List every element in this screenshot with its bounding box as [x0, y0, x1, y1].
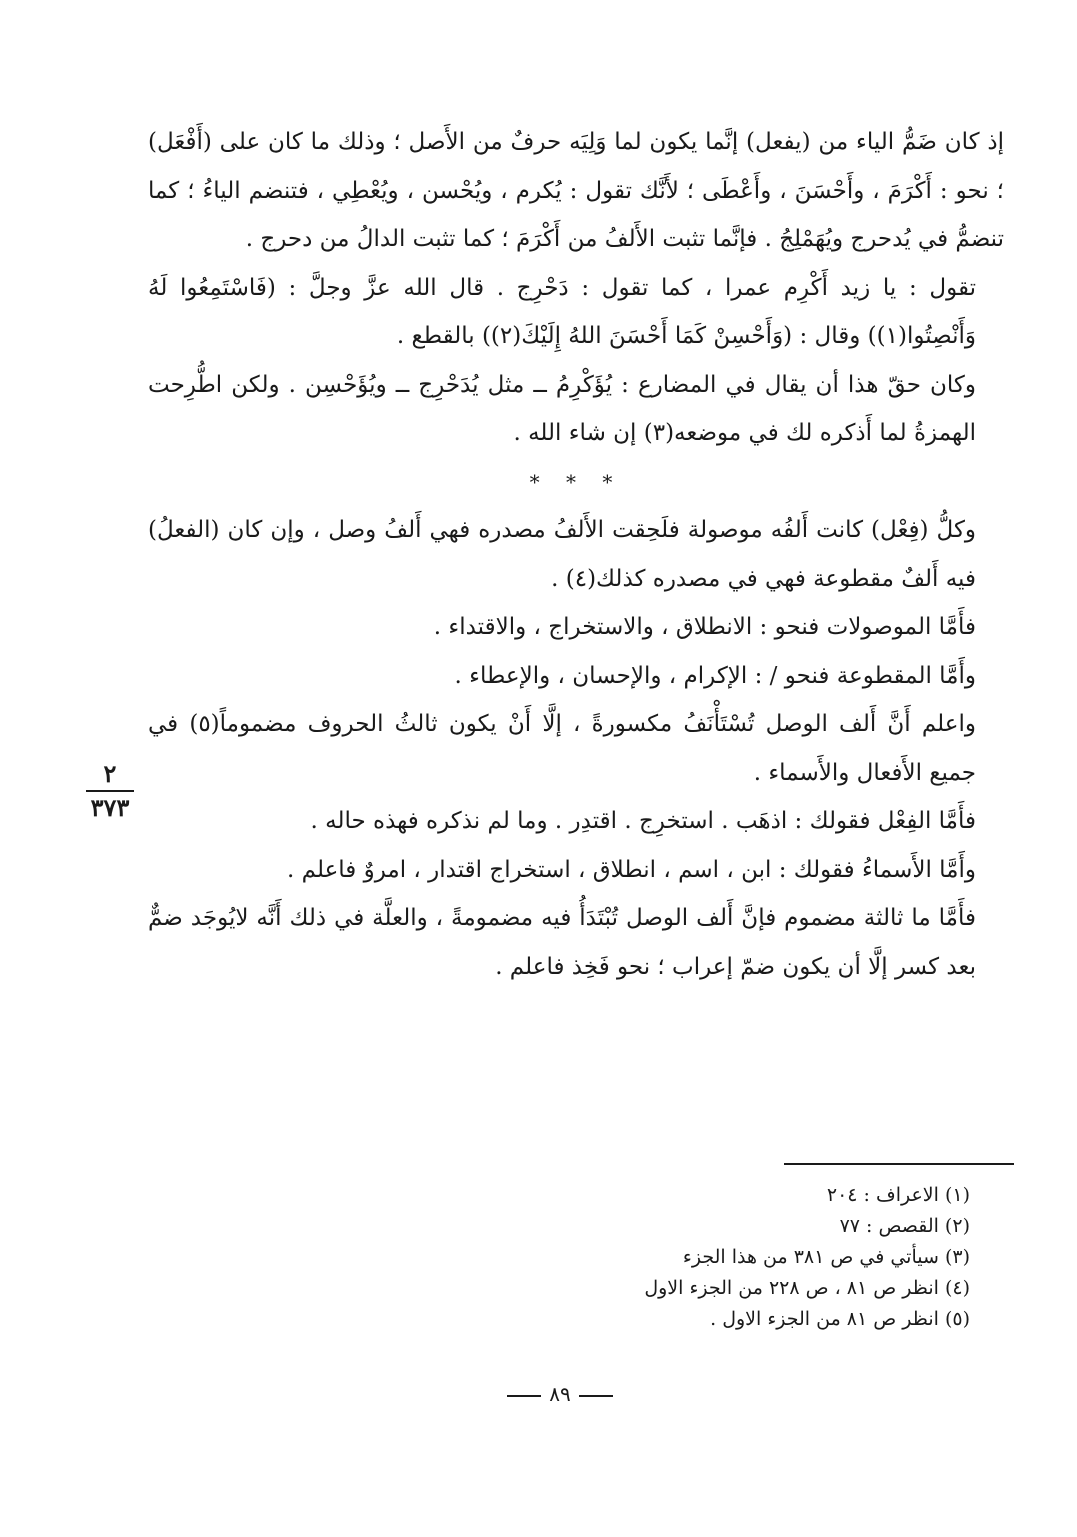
paragraph-9: وأَمَّا الأَسماءُ فقولك : ابن ، اسم ، انطلاق ، استخراج اقتدار ، امروٌ فاعلم . — [287, 856, 976, 883]
paragraph-4: وكلُّ (فِعْل) كانت أَلفُه موصولة فلَحِقت الأَلفُ مصدره فهي أَلفُ وصل ، وإن كان (الفعلُ) فيه أَلفٌ مقطوعة فهي في مصدره كذلك(٤) . — [148, 517, 976, 592]
paragraph-2: تقول : يا زيد أَكْرِم عمرا ، كما تقول : دَحْرِج . قال الله عزَّ وجلَّ : (فَاسْتَمِعُوا لَهُ وَأَنْصِتُوا(١)) وقال : (وَأَحْسِنْ كَمَا أَحْسَنَ اللهُ إِلَيْكَ(٢)) بالقطع . — [148, 274, 976, 349]
paragraph-5: فأَمَّا الموصولات فنحو : الانطلاق ، والاستخراج ، والاقتداء . — [433, 614, 976, 640]
paragraph-8: فأَمَّا الفِعْل فقولك : اذهَب . استخرِج . اقتدِر . وما لم نذكره فهذه حاله . — [310, 808, 976, 834]
page-number-dash-right — [507, 1395, 541, 1397]
footnote-3: (٣) سيأتي في ص ٣٨١ من هذا الجزء — [682, 1246, 970, 1268]
footnote-2: (٢) القصص : ٧٧ — [839, 1215, 970, 1237]
paragraph-1: إذ كان ضَمُّ الياء من (يفعل) إنَّما يكون لما وَلِيَه حرفٌ من الأَصل ؛ وذلك ما كان على (أَفْعَل) ؛ نحو : أَكْرَمَ ، وأَحْسَنَ ، وأَعْطَى ؛ لأَنَّك تقول : يُكرم ، ويُحْسن ، ويُعْطِي ، فتنضم الياءُ ؛ كما تنضمُّ في يُدحرج ويُهَمْلِجُ . فإنَّما تثبت الأَلفُ من أَكْرَمَ ؛ كما تثبت الدالُ من دحرج . — [148, 129, 1004, 252]
footnotes — [560, 1180, 970, 1335]
margin-reference-volume: ٢ — [86, 760, 134, 792]
footnote-4: (٤) انظر ص ٨١ ، ص ٢٢٨ من الجزء الاول — [644, 1277, 970, 1299]
footnote-1: (١) الاعراف : ٢٠٤ — [826, 1184, 970, 1206]
page-number-footer — [480, 1382, 640, 1406]
page-number-dash-left — [579, 1395, 613, 1397]
margin-reference — [80, 760, 140, 822]
paragraph-7: واعلم أَنَّ أَلف الوصل تُسْتَأْنَفُ مكسورةً ، إلَّا أَنْ يكون ثالثُ الحروف مضموماً(٥) في جميع الأَفعال والأَسماء . — [148, 711, 976, 786]
footnote-5: (٥) انظر ص ٨١ من الجزء الاول . — [710, 1308, 970, 1330]
main-text — [148, 118, 1004, 991]
footnote-divider — [784, 1163, 1014, 1165]
section-separator: * * * — [529, 469, 623, 494]
paragraph-10: فأَمَّا ما ثالثة مضموم فإنَّ أَلف الوصل تُبْتَدَأُ فيه مضمومةً ، والعلَّة في ذلك أَنَّه لايُوجَد ضمٌّ بعد كسر إلَّا أن يكون ضمّ إعراب ؛ نحو فَخِذ فاعلم . — [148, 905, 976, 980]
margin-reference-page: ٣٧٣ — [90, 793, 130, 822]
paragraph-6: وأَمَّا المقطوعة فنحو / : الإكرام ، والإحسان ، والإعطاء . — [454, 662, 976, 689]
page-number: ٨٩ — [549, 1382, 571, 1406]
paragraph-3: وكان حقّ هذا أن يقال في المضارع : يُؤَكْرِمُ ــ مثل يُدَحْرِج ــ ويُؤَحْسِن . ولكن اطُّرِحت الهمزةُ لما أَذكره لك في موضعه(٣) إن شاء الله . — [148, 371, 976, 446]
